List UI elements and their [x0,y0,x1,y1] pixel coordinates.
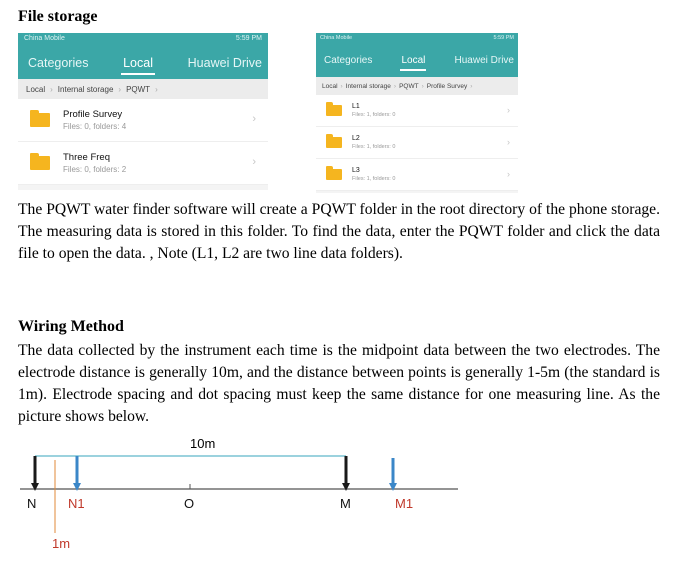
breadcrumb-local[interactable]: Local [26,84,46,94]
label-o: O [184,496,195,511]
file-storage-paragraph: The PQWT water finder software will create a PQWT folder in the root directory of the phone storage. The measuring data is stored in this folder. To find the data, enter the PQWT folder and click the data file to open the data. , Note (L1, L2 are two line data folders). [18,201,660,262]
wiring-method-paragraph: The data collected by the instrument each time is the midpoint data between the two electrodes. The electrode distance is generally 10m, and the distance between points is generally 1-5m (the standard is 1m). Electrode spacing and dot spacing must keep the same distance for one measuring line. As the picture shows below. [18,342,660,425]
chevron-right-icon: › [393,82,397,90]
folder-row-l2[interactable] [316,127,518,159]
tab-bar [316,45,518,66]
folder-name: L1 [352,103,360,110]
folder-icon [30,113,50,127]
tab-bar [18,46,268,70]
phone-screenshot-local-pqwt [18,33,268,190]
tab-huawei-drive[interactable]: Huawei Drive [187,56,262,70]
status-time: 5:59 PM [235,35,262,42]
file-storage-heading: File storage [18,8,98,25]
breadcrumb-local[interactable]: Local [322,82,338,90]
status-bar [316,33,518,45]
chevron-right-icon: › [340,82,343,90]
folder-meta: Files: 1, folders: 0 [352,176,396,182]
folder-name: L3 [352,167,360,174]
electrode-n-tip [31,483,39,491]
breadcrumb-profile-survey[interactable]: Profile Survey [426,82,468,90]
folder-row-l3[interactable] [316,159,518,191]
folder-icon [30,156,50,170]
label-n1: N1 [68,496,85,511]
breadcrumb [316,77,518,95]
breadcrumb [18,79,268,99]
folder-meta: Files: 0, folders: 4 [63,122,127,131]
status-time: 5:59 PM [493,35,514,41]
app-header [316,33,518,77]
wiring-diagram [0,430,680,580]
electrode-m-tip [342,483,350,491]
folder-name: Three Freq [63,152,110,163]
chevron-right-icon: › [470,82,473,90]
carrier-label: China Mobile [320,35,353,41]
folder-row-profile-survey[interactable] [18,99,268,142]
breadcrumb-pqwt[interactable]: PQWT [126,84,151,94]
folder-icon [326,169,342,180]
chevron-right-icon: › [252,113,256,125]
folder-meta: Files: 0, folders: 2 [63,165,127,174]
breadcrumb-pqwt[interactable]: PQWT [399,82,419,90]
folder-icon [326,137,342,148]
chevron-right-icon: › [50,84,53,94]
tab-local[interactable]: Local [123,56,153,70]
chevron-right-icon: › [155,84,158,94]
chevron-right-icon: › [421,82,424,90]
label-m: M [340,496,351,511]
app-header [18,33,268,79]
chevron-right-icon: › [507,105,510,115]
folder-name: L2 [352,135,360,142]
electrode-m1-tip [389,483,397,491]
carrier-label: China Mobile [24,35,65,42]
electrode-n1-tip [73,483,81,491]
tab-local[interactable]: Local [401,55,426,66]
breadcrumb-internal-storage[interactable]: Internal storage [345,82,391,90]
folder-meta: Files: 1, folders: 0 [352,112,396,118]
folder-name: Profile Survey [63,109,123,120]
phone-screenshot-profile-survey [316,33,518,193]
folder-meta: Files: 1, folders: 0 [352,144,396,150]
tab-huawei-drive[interactable]: Huawei Drive [454,55,514,66]
point-spacing-label: 1m [52,536,71,551]
folder-icon [326,105,342,116]
folder-row-three-freq[interactable] [18,142,268,185]
status-bar [18,33,268,46]
label-n: N [27,496,37,511]
chevron-right-icon: › [507,169,510,179]
electrode-distance-label: 10m [190,436,216,451]
wiring-method-heading: Wiring Method [18,318,124,335]
tab-categories[interactable]: Categories [324,55,373,66]
chevron-right-icon: › [507,137,510,147]
chevron-right-icon: › [252,156,256,168]
folder-row-l1[interactable] [316,95,518,127]
label-m1: M1 [395,496,414,511]
chevron-right-icon: › [118,84,122,94]
breadcrumb-internal-storage[interactable]: Internal storage [57,84,114,94]
tab-categories[interactable]: Categories [28,56,89,70]
